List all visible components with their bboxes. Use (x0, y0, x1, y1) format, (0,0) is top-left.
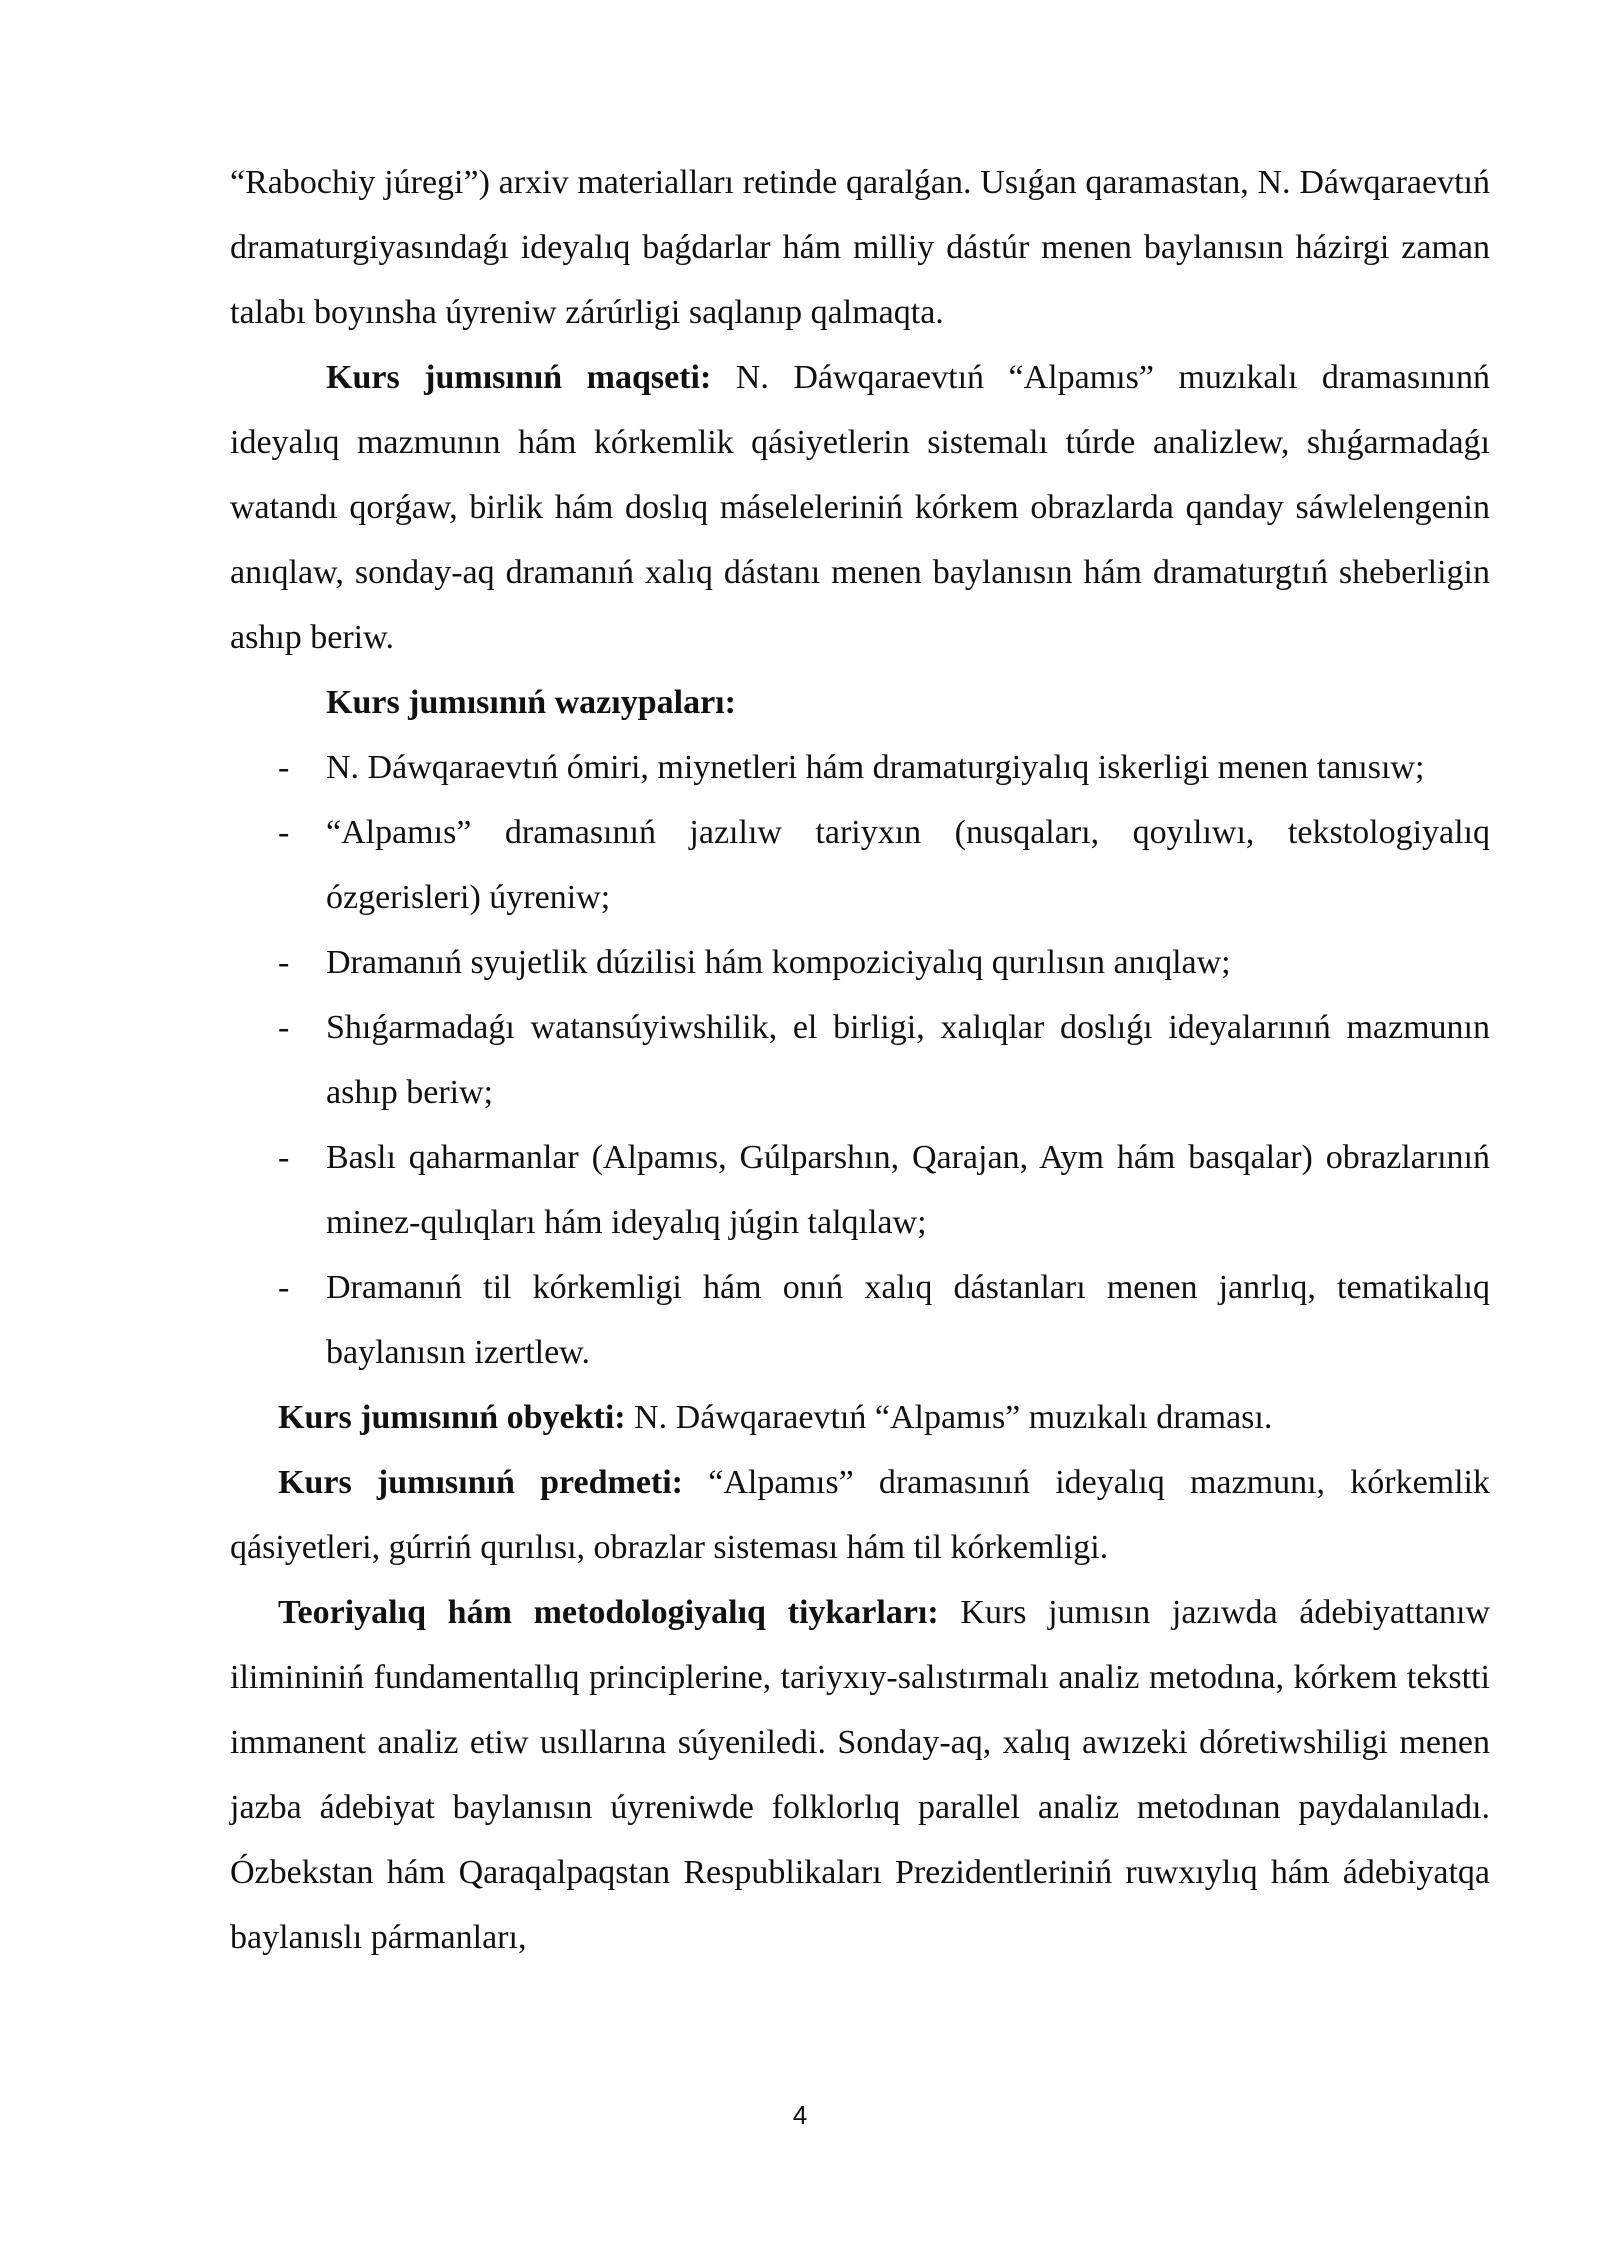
tasks-list (230, 735, 1490, 1385)
theory-text: Kurs jumısın jazıwda ádebiyattanıw ilimininiń fundamentallıq principlerine, tariyxıy-salıstırmalı analiz metodına, kórkem tekstti immanent analiz etiw usıllarına súyeniledi. Sonday-aq, xalıq awızeki dóretiwshiligi menen jazba ádebiyat baylanısın úyreniwde folklorlıq parallel analiz metodınan paydalanıladı. Ózbekstan hám Qaraqalpaqstan Respublikaları Prezidentleriniń ruwxıylıq hám ádebiyatqa baylanıslı pármanları, (230, 1594, 1490, 1956)
list-item (230, 930, 1490, 995)
list-item-text: Dramanıń til kórkemligi hám onıń xalıq dástanları menen janrlıq, tematikalıq baylanısın izertlew. (326, 1269, 1490, 1371)
goal-text: N. Dáwqaraevtıń “Alpamıs” muzıkalı dramasınınń ideyalıq mazmunın hám kórkemlik qásiyetlerin sistemalı túrde analizlew, shıǵarmadaǵı watandı qorǵaw, birlik hám doslıq máseleleriniń kórkem obrazlarda qanday sáwlelengenin anıqlaw, sonday-aq dramanıń xalıq dástanı menen baylanısın hám dramaturgtıń sheberligin ashıp beriw. (230, 359, 1490, 656)
dash-marker: - (278, 1009, 290, 1046)
list-item (230, 995, 1490, 1125)
tasks-heading: Kurs jumısınıń wazıypaları: (326, 684, 736, 721)
theory-label: Teoriyalıq hám metodologiyalıq tiykarları: (278, 1594, 939, 1631)
document-page (230, 150, 1490, 1970)
object-text: N. Dáwqaraevtıń “Alpamıs” muzıkalı draması. (625, 1399, 1273, 1436)
list-item (230, 735, 1490, 800)
list-item-text: “Alpamıs” dramasınıń jazılıw tariyxın (nusqaları, qoyılıwı, tekstologiyalıq ózgerisleri) úyreniw; (326, 814, 1490, 916)
dash-marker: - (278, 944, 290, 981)
list-item-text: Shıǵarmadaǵı watansúyiwshilik, el birligi, xalıqlar doslıǵı ideyalarınıń mazmunın ashıp beriw; (326, 1009, 1490, 1111)
list-item-text: Baslı qaharmanlar (Alpamıs, Gúlparshın, Qarajan, Aym hám basqalar) obrazlarınıń minez-qulıqları hám ideyalıq júgin talqılaw; (326, 1139, 1490, 1241)
object-label: Kurs jumısınıń obyekti: (278, 1399, 626, 1436)
paragraph-object (230, 1385, 1490, 1450)
dash-marker: - (278, 1269, 290, 1306)
list-item-text: Dramanıń syujetlik dúzilisi hám kompoziciyalıq qurılısın anıqlaw; (326, 944, 1231, 981)
paragraph-intro-continuation: “Rabochiy júregi”) arxiv materialları retinde qaralǵan. Usıǵan qaramastan, N. Dáwqaraevtıń dramaturgiyasındaǵı ideyalıq baǵdarlar hám milliy dástúr menen baylanısın házirgi zaman talabı boyınsha úyreniw zárúrligi saqlanıp qalmaqta. (230, 164, 1490, 331)
list-item (230, 800, 1490, 930)
list-item (230, 1255, 1490, 1385)
dash-marker: - (278, 814, 290, 851)
paragraph-goal (230, 345, 1490, 670)
list-item-text: N. Dáwqaraevtıń ómiri, miynetleri hám dramaturgiyalıq iskerligi menen tanısıw; (326, 749, 1425, 786)
goal-label: Kurs jumısınıń maqseti: (326, 359, 712, 396)
subject-text: “Alpamıs” dramasınıń ideyalıq mazmunı, kórkemlik qásiyetleri, gúrriń qurılısı, obrazlar sisteması hám til kórkemligi. (230, 1464, 1491, 1566)
paragraph-subject (230, 1450, 1490, 1580)
dash-marker: - (278, 749, 290, 786)
subject-label: Kurs jumısınıń predmeti: (278, 1464, 684, 1501)
page-number: 4 (792, 2100, 808, 2130)
dash-marker: - (278, 1139, 290, 1176)
list-item (230, 1125, 1490, 1255)
paragraph-theory (230, 1580, 1490, 1970)
